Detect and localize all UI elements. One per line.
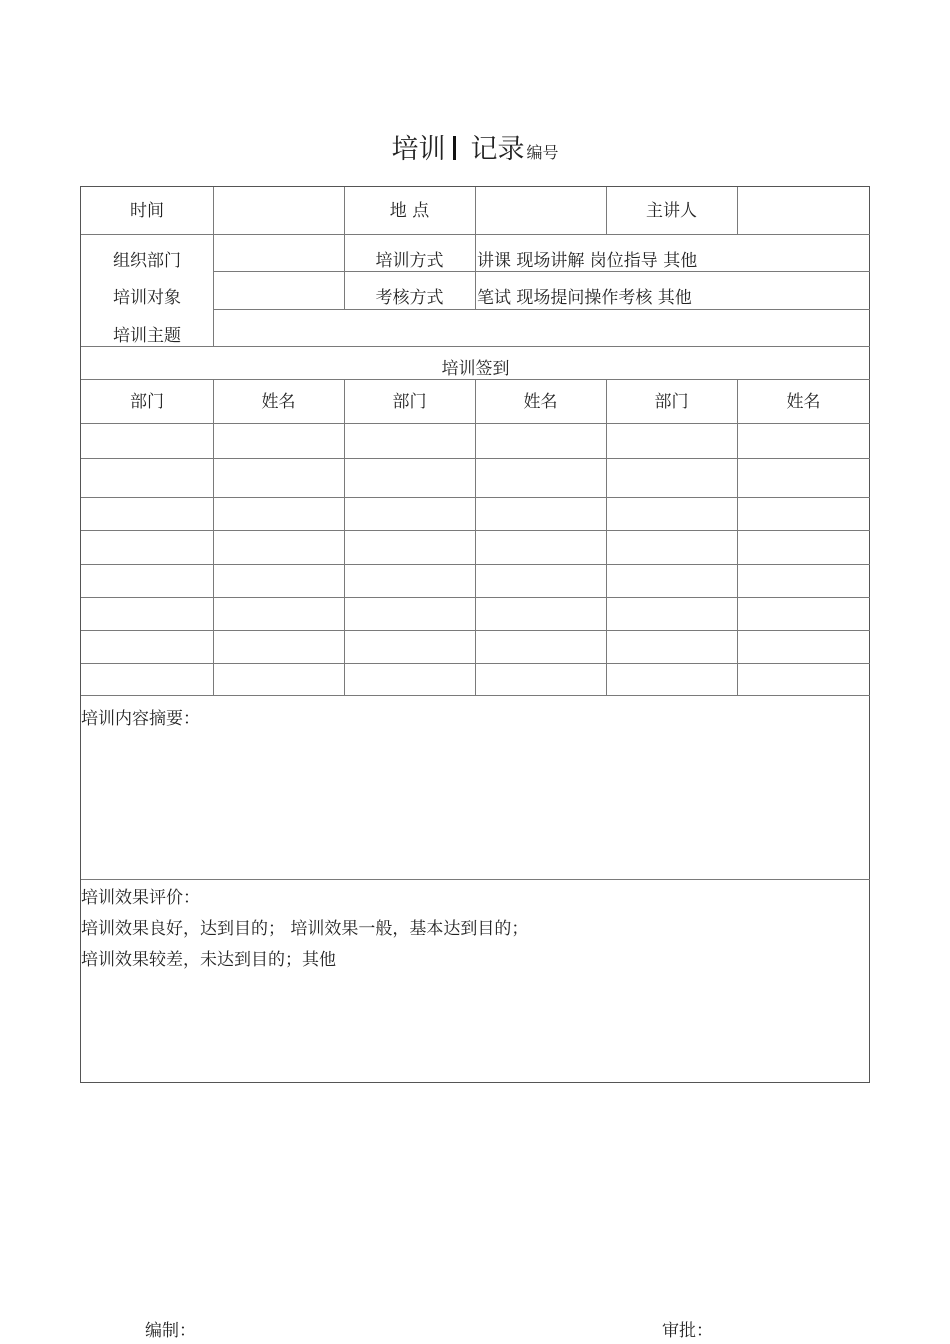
signin-cell[interactable] — [81, 498, 213, 530]
signin-cell[interactable] — [81, 565, 213, 597]
prepared-by-label: 编制： — [145, 1321, 196, 1341]
signin-cell[interactable] — [345, 498, 475, 530]
signin-cell[interactable] — [738, 664, 869, 694]
signin-cell[interactable] — [476, 531, 606, 564]
signin-cell[interactable] — [345, 664, 475, 694]
signin-cell[interactable] — [607, 424, 737, 458]
signin-cell[interactable] — [738, 565, 869, 597]
speaker-value-cell[interactable] — [738, 187, 869, 234]
signin-cell[interactable] — [345, 459, 475, 497]
signin-cell[interactable] — [214, 459, 344, 497]
approved-by-label: 审批： — [662, 1321, 713, 1341]
signin-cell[interactable] — [214, 664, 344, 694]
signin-cell[interactable] — [214, 598, 344, 630]
signin-cell[interactable] — [214, 531, 344, 564]
signin-cell[interactable] — [345, 531, 475, 564]
signin-cell[interactable] — [81, 531, 213, 564]
signin-cell[interactable] — [738, 498, 869, 530]
signin-column-header: 部门 — [130, 392, 164, 412]
signin-cell[interactable] — [81, 424, 213, 458]
training-topic-value-cell[interactable] — [214, 310, 869, 346]
speaker-label: 主讲人 — [646, 201, 697, 221]
signin-cell[interactable] — [476, 598, 606, 630]
title-separator-bar — [453, 136, 456, 160]
signin-cell[interactable] — [607, 565, 737, 597]
training-target-label: 培训对象 — [113, 288, 181, 308]
signin-cell[interactable] — [81, 598, 213, 630]
evaluation-label: 培训效果评价： — [81, 888, 200, 908]
training-method-options[interactable]: 讲课 现场讲解 岗位指导 其他 — [477, 251, 698, 271]
training-method-label: 培训方式 — [375, 251, 444, 271]
signin-cell[interactable] — [345, 424, 475, 458]
training-topic-label: 培训主题 — [113, 326, 181, 346]
place-value-cell[interactable] — [476, 187, 606, 234]
signin-cell[interactable] — [214, 565, 344, 597]
signin-cell[interactable] — [81, 631, 213, 663]
place-label: 地 点 — [389, 201, 430, 221]
time-label: 时间 — [130, 201, 164, 221]
document-title — [0, 130, 950, 173]
signin-cell[interactable] — [345, 631, 475, 663]
signin-column-header: 部门 — [392, 392, 427, 412]
org-department-value-cell[interactable] — [214, 235, 344, 271]
signin-cell[interactable] — [607, 498, 737, 530]
signin-cell[interactable] — [476, 565, 606, 597]
signin-cell[interactable] — [607, 631, 737, 663]
signin-column-header: 姓名 — [261, 392, 296, 412]
signin-cell[interactable] — [476, 664, 606, 694]
signin-cell[interactable] — [476, 424, 606, 458]
signin-cell[interactable] — [214, 424, 344, 458]
signin-cell[interactable] — [607, 598, 737, 630]
signin-cell[interactable] — [607, 664, 737, 694]
title-main-2: 记录 — [470, 134, 525, 165]
signin-cell[interactable] — [738, 631, 869, 663]
signin-cell[interactable] — [476, 631, 606, 663]
assessment-method-label: 考核方式 — [375, 288, 444, 308]
signin-header: 培训签到 — [441, 359, 510, 379]
row-divider — [81, 879, 870, 880]
evaluation-option-line-1[interactable]: 培训效果良好，达到目的； 培训效果一般，基本达到目的； — [81, 919, 529, 939]
signin-cell[interactable] — [738, 459, 869, 497]
signin-column-header: 部门 — [654, 392, 689, 412]
signin-cell[interactable] — [607, 531, 737, 564]
assessment-method-options[interactable]: 笔试 现场提问操作考核 其他 — [477, 288, 692, 308]
training-summary-label: 培训内容摘要： — [81, 709, 200, 729]
training-target-value-cell[interactable] — [214, 272, 344, 309]
evaluation-option-line-2[interactable]: 培训效果较差，未达到目的；其他 — [81, 950, 336, 970]
signin-cell[interactable] — [738, 598, 869, 630]
signin-cell[interactable] — [214, 631, 344, 663]
signin-cell[interactable] — [81, 459, 213, 497]
title-main: 培训 — [391, 134, 446, 165]
signin-cell[interactable] — [345, 565, 475, 597]
signin-cell[interactable] — [345, 598, 475, 630]
signin-cell[interactable] — [476, 459, 606, 497]
org-department-label: 组织部门 — [113, 251, 181, 271]
signin-cell[interactable] — [81, 664, 213, 694]
signin-cell[interactable] — [607, 459, 737, 497]
signin-column-header: 姓名 — [523, 392, 558, 412]
training-summary-area[interactable] — [81, 730, 870, 878]
title-serial-label: 编号 — [526, 143, 559, 162]
signin-column-header: 姓名 — [786, 392, 821, 412]
signin-cell[interactable] — [214, 498, 344, 530]
signin-cell[interactable] — [738, 424, 869, 458]
signin-cell[interactable] — [476, 498, 606, 530]
row-divider — [81, 695, 870, 696]
time-value-cell[interactable] — [214, 187, 344, 234]
signin-cell[interactable] — [738, 531, 869, 564]
